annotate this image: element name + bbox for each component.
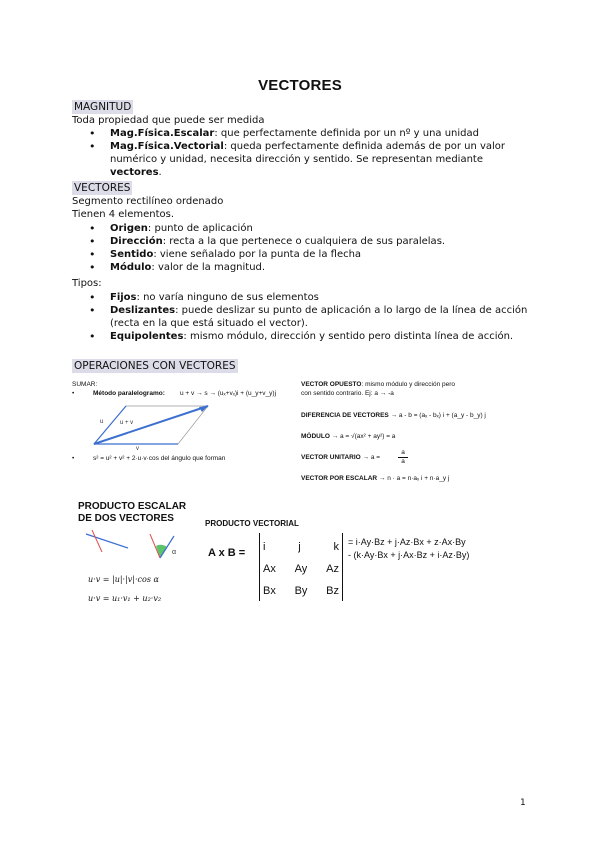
list-item: • Mag.Física.Vectorial: queda perfectamente definida además de por un valor numérico y unidad, necesita dirección y sentido. Se representan mediante vectores.	[72, 140, 532, 179]
diagram-label-v: v	[136, 446, 139, 450]
alpha-label: α	[172, 549, 177, 556]
vector-elements-list	[72, 222, 532, 274]
unitario-line: VECTOR UNITARIO → a =	[301, 454, 381, 461]
paralelogramo-formula: u + v → s → (uₓ+vₓ)i + (u_y+v_y)j	[180, 390, 277, 397]
magnitud-list	[72, 127, 532, 179]
vectores-line1: Segmento rectilíneo ordenado	[72, 196, 224, 207]
opuesto-line1: VECTOR OPUESTO: mismo módulo y dirección pero	[301, 381, 456, 388]
vector-sum-line	[94, 406, 208, 444]
page-number: 1	[520, 798, 526, 808]
diagram-label-u: u	[100, 419, 104, 425]
matrix-left-bar	[259, 533, 260, 601]
page-title: VECTORES	[258, 77, 342, 94]
unitario-denominator: a	[401, 458, 405, 465]
list-item: • Sentido: viene señalado por la punta de la flecha	[72, 248, 532, 261]
cross-product-lhs: A x B =	[208, 547, 246, 559]
bullet: •	[72, 390, 75, 397]
determinant-matrix: i j k Ax Ay Az Bx By Bz	[263, 541, 339, 597]
section-heading-vectores: VECTORES	[74, 182, 131, 194]
vectores-line2: Tienen 4 elementos.	[72, 209, 175, 220]
parallelogram-diagram	[86, 400, 216, 450]
law-of-cosines: s² = u² + v² + 2·u·v·cos del ángulo que forman	[93, 455, 226, 462]
producto-escalar-title: PRODUCTO ESCALAR DE DOS VECTORES	[78, 501, 187, 524]
cross-product-result: = i·Ay·Bz + j·Az·Bx + z·Ax·By - (k·Ay·Bx + j·Ax·Bz + i·Az·By)	[348, 537, 470, 560]
list-item: • Origen: punto de aplicación	[72, 222, 532, 235]
paralelogramo-label: Método paralelogramo:	[93, 390, 165, 397]
sumar-label: SUMAR:	[72, 381, 98, 388]
list-item: • Módulo: valor de la magnitud.	[72, 261, 532, 274]
vector-types-list	[72, 291, 532, 343]
magnitud-intro: Toda propiedad que puede ser medida	[72, 115, 265, 126]
bullet: •	[72, 455, 75, 462]
scalar-formula-1: u·v = |u|·|v|·cos α	[88, 575, 159, 584]
escalar-line: VECTOR POR ESCALAR → n · a = n·aₓ i + n·a_y j	[301, 475, 450, 482]
matrix-right-bar	[342, 533, 343, 601]
tipos-label: Tipos:	[72, 278, 102, 289]
scalar-product-diagram	[80, 528, 190, 570]
producto-vectorial-title: PRODUCTO VECTORIAL	[205, 519, 299, 528]
opuesto-line2: con sentido contrario. Ej: a → -a	[301, 390, 394, 397]
list-item: • Deslizantes: puede deslizar su punto de aplicación a lo largo de la línea de acción (recta en la que está situado el vector).	[72, 304, 532, 330]
section-heading-magnitud: MAGNITUD	[74, 101, 132, 113]
section-heading-operaciones: OPERACIONES CON VECTORES	[74, 360, 236, 372]
vector-v-line	[86, 534, 128, 548]
list-item: • Equipolentes: mismo módulo, dirección y sentido pero distinta línea de acción.	[72, 330, 532, 343]
diferencia-line: DIFERENCIA DE VECTORES → a - b = (aₓ - bₓ) i + (a_y - b_y) j	[301, 412, 486, 419]
list-item: • Fijos: no varía ninguno de sus elementos	[72, 291, 532, 304]
unitario-numerator: a	[398, 449, 408, 458]
arrow-head-icon	[199, 406, 208, 412]
diagram-label-sum: u + v	[120, 420, 134, 426]
modulo-line: MÓDULO → a = √(ax² + ay²) = a	[301, 433, 396, 440]
scalar-formula-2: u·v = u₁·v₁ + u₂·v₂	[88, 594, 162, 603]
list-item: • Dirección: recta a la que pertenece o cualquiera de sus paralelas.	[72, 235, 532, 248]
vector-u-line	[92, 530, 102, 552]
list-item: • Mag.Física.Escalar: que perfectamente definida por un nº y una unidad	[72, 127, 532, 140]
